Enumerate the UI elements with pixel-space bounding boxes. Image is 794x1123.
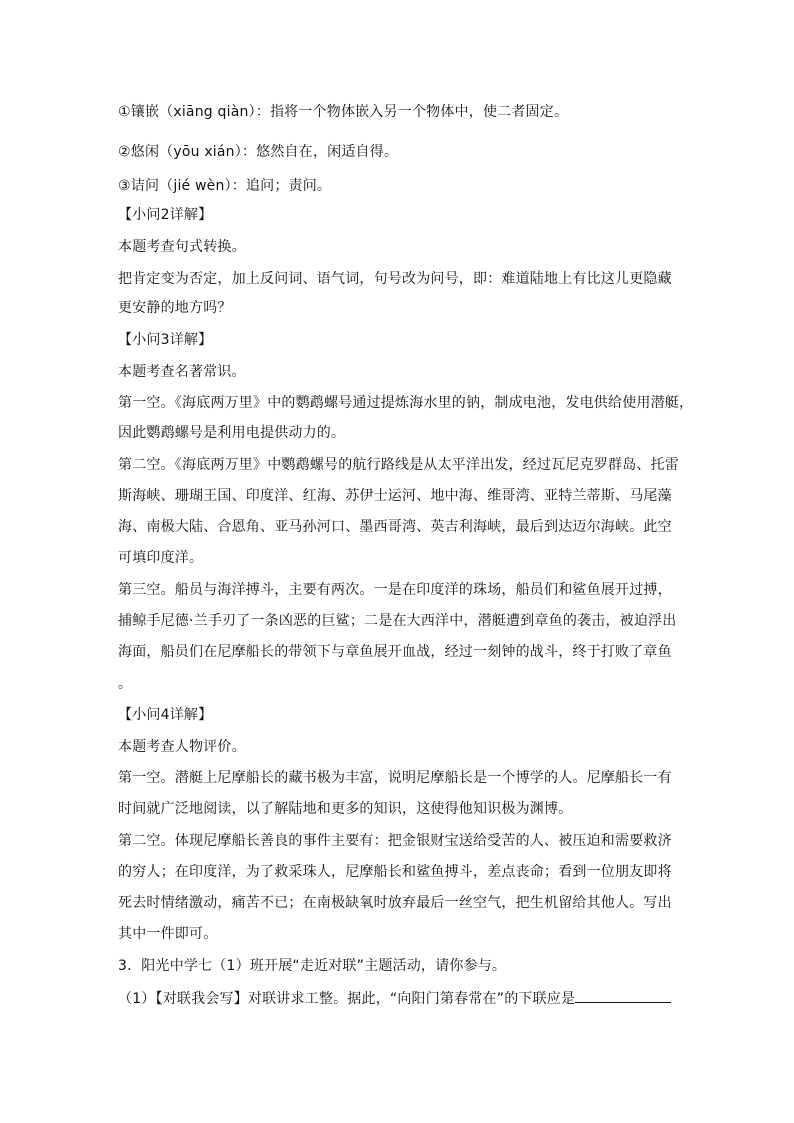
text-line: 。: [118, 676, 133, 692]
text-line: ②悠闲（yōu xián）：悠然自在，闲适自得。: [118, 144, 399, 160]
text-line: 第三空。船员与海洋搏斗，主要有两次。一是在印度洋的珠场，船员们和鲨鱼展开过搏，: [118, 582, 672, 598]
text-line: 第二空。《海底两万里》中鹦鹉螺号的航行路线是从太平洋出发，经过瓦尼克罗群岛、托雷: [118, 457, 679, 473]
text-line: 死去时情绪激动，痛苦不已；在南极缺氧时放弃最后一丝空气，把生机留给其他人。写出: [118, 895, 672, 911]
text-line: 本题考查句式转换。: [118, 239, 246, 255]
text-line: 斯海峡、珊瑚王国、印度洋、红海、苏伊士运河、地中海、维哥湾、亚特兰蒂斯、马尾藻: [118, 488, 672, 504]
text-line: ①镶嵌（xiāng qiàn）：指将一个物体嵌入另一个物体中，使二者固定。: [118, 104, 569, 120]
text-line: 本题考查人物评价。: [118, 739, 246, 755]
question-line: 3．阳光中学七（1）班开展“走近对联”主题活动，请你参与。: [118, 958, 507, 974]
text-line: 因此鹦鹉螺号是利用电提供动力的。: [118, 425, 346, 441]
section-heading: 【小问3详解】: [118, 332, 213, 348]
section-heading: 【小问4详解】: [118, 707, 213, 723]
text-line: ③诘问（jié wèn）：追问；责问。: [118, 178, 332, 194]
text-line: 第一空。《海底两万里》中的鹦鹉螺号通过提炼海水里的钠，制成电池，发电供给使用潜艇，: [118, 395, 694, 411]
text-line: 第二空。体现尼摩船长善良的事件主要有：把金银财宝送给受苦的人、被压迫和需要救济: [118, 833, 672, 849]
text-line: 其中一件即可。: [118, 926, 218, 942]
text-line: 可填印度洋。: [118, 550, 204, 566]
text-line: 捕鲸手尼德·兰手刃了一条凶恶的巨鲨；二是在大西洋中，潜艇遭到章鱼的袭击，被迫浮出: [118, 613, 677, 629]
section-heading: 【小问2详解】: [118, 207, 213, 223]
text-line: 本题考查名著常识。: [118, 364, 246, 380]
text-line: 的穷人；在印度洋，为了救采珠人，尼摩船长和鲨鱼搏斗，差点丧命；看到一位朋友即将: [118, 864, 672, 880]
text-line: 海面，船员们在尼摩船长的带领下与章鱼展开血战，经过一刻钟的战斗，终于打败了章鱼: [118, 644, 672, 660]
text-line: 把肯定变为否定，加上反问词、语气词，句号改为问号，即：难道陆地上有比这儿更隐藏: [118, 271, 672, 287]
question-text: （1）【对联我会写】对联讲求工整。据此，“向阳门第春常在”的下联应是: [118, 991, 576, 1007]
question-subitem: [118, 988, 671, 1008]
text-line: 海、南极大陆、合恩角、亚马孙河口、墨西哥湾、英吉利海峡，最后到达迈尔海峡。此空: [118, 519, 672, 535]
answer-blank[interactable]: [575, 988, 671, 1003]
text-line: 第一空。潜艇上尼摩船长的藏书极为丰富，说明尼摩船长是一个博学的人。尼摩船长一有: [118, 770, 672, 786]
text-line: 更安静的地方吗？: [118, 300, 232, 316]
text-line: 时间就广泛地阅读，以了解陆地和更多的知识，这使得他知识极为渊博。: [118, 801, 573, 817]
